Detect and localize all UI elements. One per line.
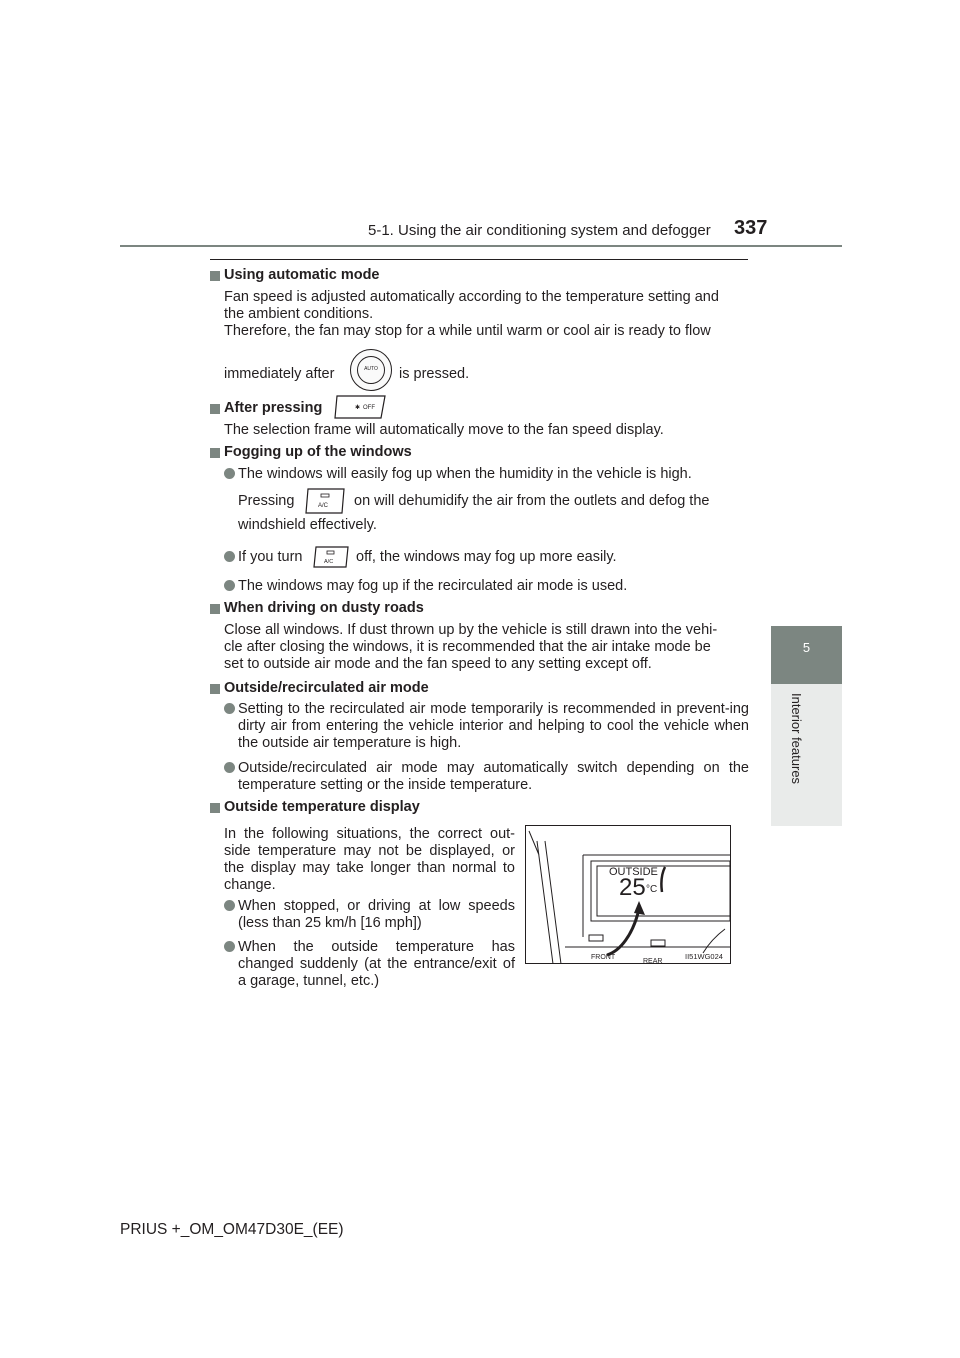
svg-text:A/C: A/C — [318, 503, 329, 509]
bullet-icon — [224, 762, 235, 773]
header-divider — [120, 245, 842, 247]
auto-mode-line: Therefore, the fan may stop for a while until warm or cool air is ready to flow — [224, 323, 711, 339]
figure-id: II51WG024 — [685, 952, 723, 961]
chapter-title-tab — [771, 684, 842, 826]
auto-mode-line-before: immediately after — [224, 366, 335, 382]
auto-mode-text — [224, 289, 749, 340]
bullet-icon — [224, 941, 235, 952]
ac-button-icon — [304, 487, 346, 515]
fogging-bullet: If you turn — [224, 549, 302, 566]
auto-mode-heading: Using automatic mode — [210, 267, 750, 284]
auto-mode-line: Fan speed is adjusted automatically according to the temperature setting and — [224, 289, 719, 305]
outside-temp-intro: In the following situations, the correct out-side temperature may not be displayed, or the display may take longer than normal to change. — [224, 826, 515, 893]
ac-button-icon — [312, 545, 350, 569]
svg-text:✱: ✱ — [355, 404, 361, 411]
page-number: 337 — [734, 217, 768, 239]
square-bullet-icon — [210, 604, 220, 614]
svg-text:OFF: OFF — [363, 405, 375, 411]
recirc-bullet: Outside/recirculated air mode may automatically switch depending on the temperature setting or the inside temperature. — [224, 760, 749, 794]
section-title: 5-1. Using the air conditioning system and defogger — [368, 222, 711, 239]
chapter-number: 5 — [802, 640, 811, 655]
outside-temp-bullet: When the outside temperature has changed suddenly (at the entrance/exit of a garage, tunnel, etc.) — [224, 939, 515, 990]
auto-mode-line: the ambient conditions. — [224, 306, 374, 322]
display-outside-label: OUTSIDE — [609, 866, 658, 878]
svg-text:A/C: A/C — [324, 559, 334, 565]
footer-doc-id: PRIUS +_OM_OM47D30E_(EE) — [120, 1221, 344, 1238]
square-bullet-icon — [210, 404, 220, 414]
fogging-bullet: The windows may fog up if the recirculated air mode is used. — [224, 578, 749, 595]
auto-mode-line-after: is pressed. — [399, 366, 470, 382]
display-temperature: 25 — [619, 874, 646, 901]
outside-temperature-figure — [525, 825, 731, 964]
content-divider — [210, 259, 748, 260]
recirc-heading: Outside/recirculated air mode — [210, 680, 429, 697]
bullet-icon — [224, 580, 235, 591]
fogging-bullet: The windows will easily fog up when the humidity in the vehicle is high. — [224, 466, 749, 483]
off-button-icon — [333, 394, 387, 420]
display-unit: °C — [646, 884, 658, 895]
fogging-pressing: Pressing — [238, 493, 295, 509]
outside-temp-bullet: When stopped, or driving at low speeds (less than 25 km/h [16 mph]) — [224, 898, 515, 932]
bullet-icon — [224, 703, 235, 714]
square-bullet-icon — [210, 803, 220, 813]
bullet-icon — [224, 468, 235, 479]
bullet-icon — [224, 900, 235, 911]
square-bullet-icon — [210, 684, 220, 694]
square-bullet-icon — [210, 448, 220, 458]
after-pressing-text: The selection frame will automatically move to the fan speed display. — [224, 422, 664, 438]
dusty-heading: When driving on dusty roads — [210, 600, 424, 617]
dusty-text: Close all windows. If dust thrown up by the vehicle is still drawn into the vehi- cle after closing the windows, it is recommended that the air intake mode be set to outside air mode and the fan speed to any setting except off. — [224, 622, 718, 672]
rear-defog-label: REAR — [643, 958, 663, 964]
auto-button-icon: AUTO — [350, 349, 392, 391]
fogging-dehumidify: on will dehumidify the air from the outlets and defog the — [354, 493, 710, 509]
bullet-icon — [224, 551, 235, 562]
chapter-title: Interior features — [789, 693, 804, 785]
outside-temp-heading: Outside temperature display — [210, 799, 420, 816]
after-pressing-heading: After pressing — [210, 400, 322, 417]
fogging-turn-off: off, the windows may fog up more easily. — [356, 549, 617, 565]
fogging-windshield: windshield effectively. — [238, 517, 377, 533]
square-bullet-icon — [210, 271, 220, 281]
chapter-tab — [771, 626, 842, 684]
recirc-bullet: Setting to the recirculated air mode temporarily is recommended in prevent-ing dirty air from entering the vehicle interior and helping to cool the vehicle when the outside air temperature is high. — [224, 701, 749, 752]
fogging-heading: Fogging up of the windows — [210, 444, 412, 461]
front-defog-label: FRONT — [591, 954, 616, 961]
